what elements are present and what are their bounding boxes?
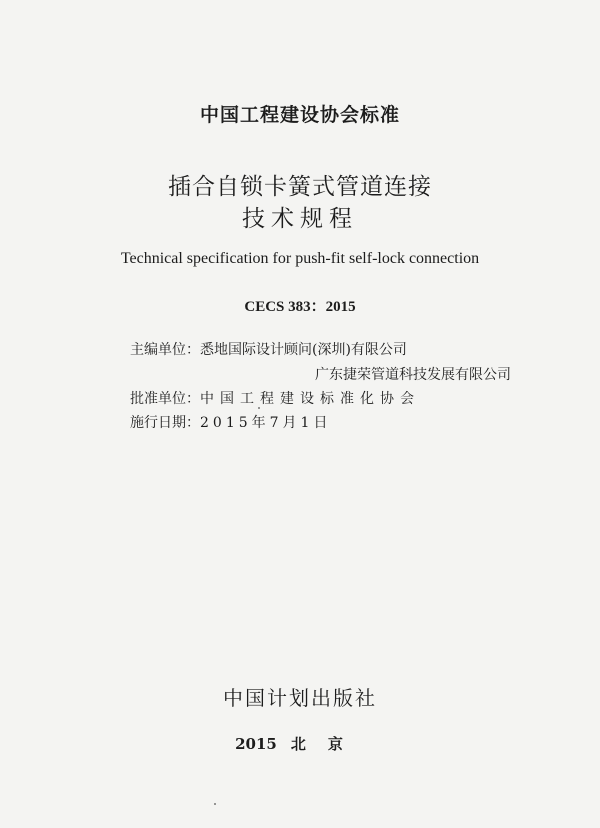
title-chinese-line2: 技术规程 <box>242 206 358 232</box>
approver-label: 批准单位： <box>130 391 200 407</box>
chief-editor-label: 主编单位： <box>130 342 200 358</box>
effective-date-label: 施行日期： <box>130 415 200 431</box>
chief-editor-row <box>130 342 407 358</box>
scan-speck <box>214 803 216 805</box>
approver-unit: 中国工程建设标准化协会 <box>200 391 420 407</box>
standard-series: 中国工程建设协会标准 <box>199 104 400 126</box>
publisher-name: 中国计划出版社 <box>223 686 377 710</box>
chief-editor-unit-2: 广东捷荣管道科技发展有限公司 <box>315 367 511 383</box>
approver-row <box>130 391 420 407</box>
chief-editor-unit-1: 悉地国际设计顾问(深圳)有限公司 <box>200 342 407 358</box>
publication-place <box>0 733 600 754</box>
publication-year: 2015 <box>235 735 277 753</box>
title-english: Technical specification for push-fit self-lock connection <box>120 250 480 267</box>
standard-code: CECS 383：2015 <box>244 299 356 315</box>
title-chinese-line1: 插合自锁卡簧式管道连接 <box>168 174 432 200</box>
scan-speck <box>258 407 260 409</box>
effective-date-row <box>130 415 331 431</box>
effective-date: 2015年7月1日 <box>200 415 332 431</box>
publication-city: 北京 <box>290 735 365 753</box>
